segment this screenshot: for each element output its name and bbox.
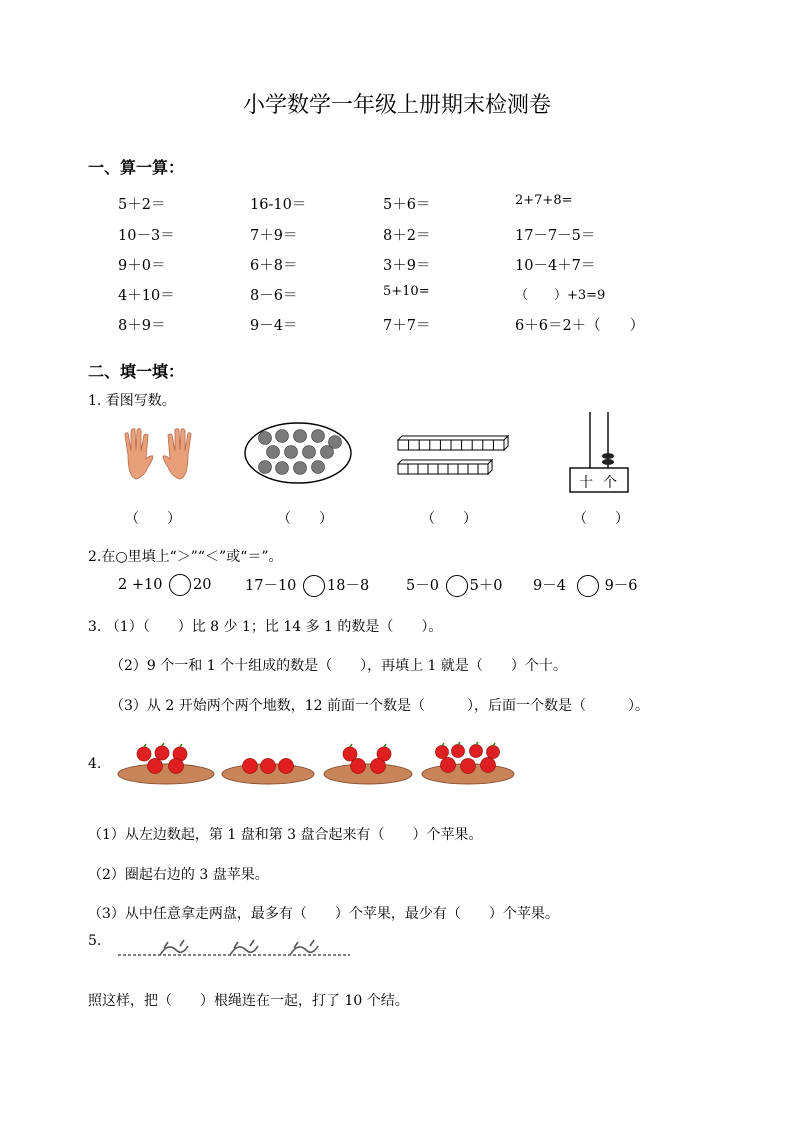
compare-item [245,574,369,597]
compare-left: 17－10 [245,578,297,594]
compare-right: 9－6 [604,578,638,594]
q4-sub1: （1）从左边数起，第 1 盘和第 3 盘合起来有（ ）个苹果。 [88,827,483,843]
calc-item: 5＋6＝ [383,197,431,213]
apples-oval-image [243,420,353,486]
calc-item: 9＋0＝ [118,258,166,274]
q4-sub3: （3）从中任意拿走两盘，最多有（ ）个苹果，最少有（ ）个苹果。 [88,906,559,922]
q1-blank[interactable]: （ ） [277,511,333,527]
calc-item: 10－3＝ [118,228,175,244]
q3-line1: 3. （1）（ ）比 8 少 1；比 14 多 1 的数是（ ）。 [88,619,443,635]
section1-heading: 一、算一算： [88,158,185,177]
calc-item: 6＋6＝2＋（ ） [515,318,645,334]
calc-item: 5＋2＝ [118,197,166,213]
calc-item: 4＋10＝ [118,288,175,304]
compare-left: 5－0 [406,578,439,594]
compare-left: 9－4 [533,578,566,594]
abacus-rods-image [568,410,630,495]
calc-item: 9－4＝ [250,318,298,334]
calc-item: 10－4＋7＝ [515,258,596,274]
calc-item: 7＋9＝ [250,228,298,244]
q1-label: 1. 看图写数。 [88,393,176,409]
compare-item [406,574,503,597]
rope-knots-image [118,938,350,962]
compare-circle[interactable] [169,574,191,596]
q2-label: 2.在○里填上“＞”“＜”或“＝”。 [88,549,283,565]
calc-item: （ ）+3=9 [515,288,606,303]
abacus-tens-label: 十 [579,475,593,491]
calc-item: 8＋9＝ [118,318,166,334]
compare-circle[interactable] [577,575,599,597]
q5-text: 照这样，把（ ）根绳连在一起，打了 10 个结。 [88,993,409,1009]
compare-right: 20 [193,577,212,593]
page-title: 小学数学一年级上册期末检测卷 [242,93,551,118]
q4-sub2: （2）圈起右边的 3 盘苹果。 [88,867,269,883]
compare-circle[interactable] [446,575,468,597]
compare-right: 5＋0 [469,578,503,594]
compare-left: 2 +10 [118,577,163,593]
calc-item: 16-10＝ [250,197,307,213]
compare-right: 18－8 [327,578,370,594]
calc-item: 7＋7＝ [383,318,431,334]
apple-plates-image [118,738,528,788]
calc-item: 2+7+8= [515,193,573,208]
q3-line3: （3）从 2 开始两个两个地数，12 前面一个数是（ ），后面一个数是（ ）。 [110,698,649,714]
compare-item [533,574,638,597]
calc-item: 5+10= [383,284,430,299]
cube-bars-image [397,434,513,478]
q1-blank[interactable]: （ ） [421,511,477,527]
compare-circle[interactable] [303,575,325,597]
calc-item: 8＋2＝ [383,228,431,244]
hands-image [120,425,196,485]
q4-label: 4. [88,756,102,772]
calc-item: 6＋8＝ [250,258,298,274]
calc-item: 17－7－5＝ [515,228,596,244]
section2-heading: 二、填一填： [88,362,185,381]
q1-blank[interactable]: （ ） [573,511,629,527]
q3-line2: （2）9 个一和 1 个十组成的数是（ ），再填上 1 就是（ ）个十。 [110,658,567,674]
q5-label: 5. [88,933,102,949]
calc-item: 3＋9＝ [383,258,431,274]
q1-blank[interactable]: （ ） [125,511,181,527]
calc-item: 8－6＝ [250,288,298,304]
compare-item [118,574,212,596]
abacus-ones-label: 个 [603,475,617,491]
